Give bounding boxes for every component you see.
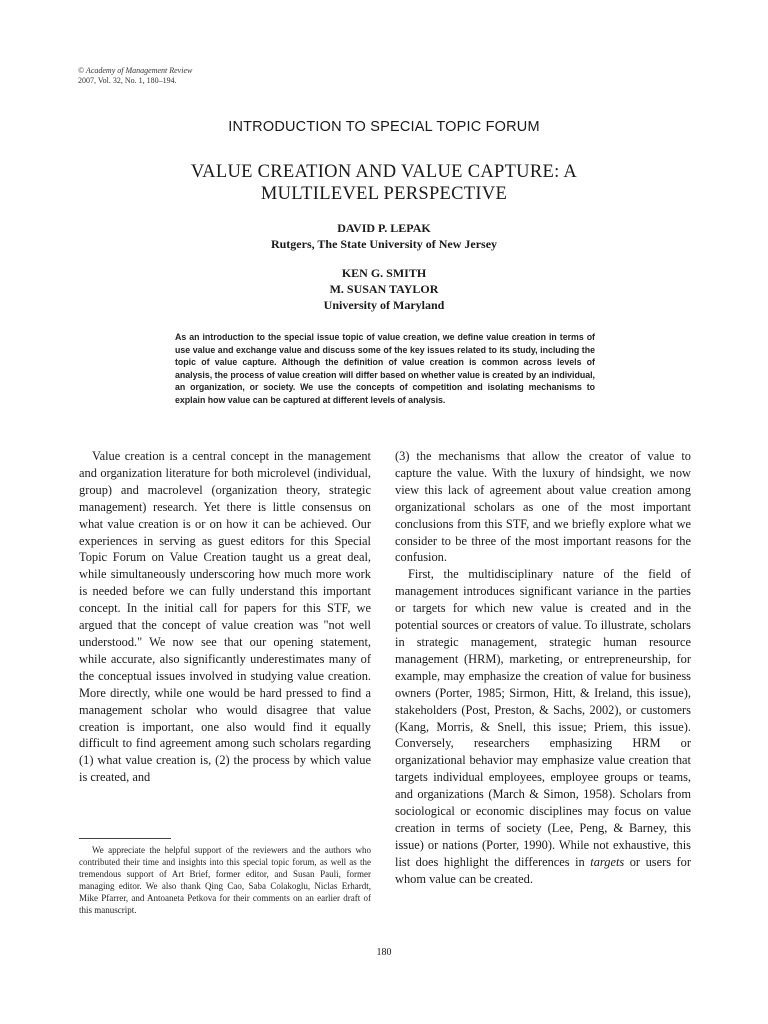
forum-label: INTRODUCTION TO SPECIAL TOPIC FORUM (228, 119, 540, 135)
journal-citation (78, 66, 192, 86)
journal-name: © Academy of Management Review (78, 66, 193, 75)
page-number: 180 (376, 947, 392, 958)
abstract: As an introduction to the special issue topic of value creation, we define value creation in terms of use value and exchange value and discuss some of the key issues related to its study, including the topic of value capture. Although the definition of value creation is common across levels of analysis, the process of value creation will differ based on whether value is created by an individual, an organization, or society. We use the concepts of competition and isolating mechanisms to explain how value can be captured at different levels of analysis. (175, 332, 595, 405)
acknowledgment-footnote: We appreciate the helpful support of the reviewers and the authors who contributed their time and insights into this special topic forum, as well as the tremendous support of Art Brief, former editor, and Susan Pauli, former managing editor. We also thank Qing Cao, Saba Colakoglu, Niclas Erhardt, Mike Pfarrer, and Antoaneta Petkova for their comments on an earlier draft of this manuscript. (79, 845, 371, 916)
author-name: M. SUSAN TAYLOR (329, 282, 439, 296)
emphasis-text: targets (590, 854, 625, 869)
body-column-right (395, 448, 691, 888)
body-text: First, the multidisciplinary nature of the field of management introduces significant variance in the parties or targets for which new value is created and in the potential sources or creators of value. To illustrate, scholars in strategic management, strategic human resource management (HRM), marketing, or entrepreneurship, for example, may emphasize the creation of value for business owners (Porter, 1985; Sirmon, Hitt, & Ireland, this issue), stakeholders (Post, Preston, & Sachs, 2002), or customers (Kang, Morris, & Snell, this issue; Priem, this issue). Conversely, researchers emphasizing HRM or organizational behavior may emphasize value creation that targets individual employees, employee groups or teams, and organizations (March & Simon, 1958). Scholars from sociological or economic disciplines may focus on value creation in terms of society (Lee, Peng, & Barney, this issue) or nations (Porter, 1990). While not exhaustive, this list does highlight the differences in (395, 567, 691, 869)
author-name: DAVID P. LEPAK (337, 221, 431, 235)
body-column-left (79, 448, 371, 786)
footnote-divider (79, 838, 171, 839)
author-affiliation: Rutgers, The State University of New Jersey (270, 237, 498, 251)
body-paragraph: (3) the mechanisms that allow the creator of value to capture the value. With the luxury of hindsight, we now view this lack of agreement about value creation among organizational scholars as one of the most important conclusions from this STF, and we briefly explore what we consider to be three of the most important reasons for the confusion. (395, 449, 691, 565)
author-name: KEN G. SMITH (341, 266, 427, 280)
body-paragraph (395, 566, 691, 887)
author-block-2 (0, 265, 768, 313)
author-block-1 (0, 220, 768, 252)
body-text: or users for whom value can be created. (395, 854, 691, 886)
body-paragraph: Value creation is a central concept in the management and organization literature for both microlevel (individual, group) and macrolevel (organization theory, strategic management) research. Yet there is little consensus on what value creation is or on how it can be achieved. Our experiences in serving as guest editors for this Special Topic Forum on Value Creation taught us a great deal, while simultaneously underscoring how much more work is needed before we can fully understand this important concept. In the initial call for papers for this STF, we argued that the concept of value creation was "not well understood." We now see that our opening statement, while accurate, also significantly underestimates many of the conceptual issues involved in studying value creation. More directly, while one would be hard pressed to find a management scholar who would disagree that value creation is important, one also would find it equally difficult to find agreement among such scholars regarding (1) what value creation is, (2) the process by which value is created, and (79, 449, 371, 785)
article-title: VALUE CREATION AND VALUE CAPTURE: A MULTILEVEL PERSPECTIVE (190, 162, 578, 204)
author-affiliation: University of Maryland (323, 298, 445, 312)
journal-volume: 2007, Vol. 32, No. 1, 180–194. (78, 76, 177, 85)
